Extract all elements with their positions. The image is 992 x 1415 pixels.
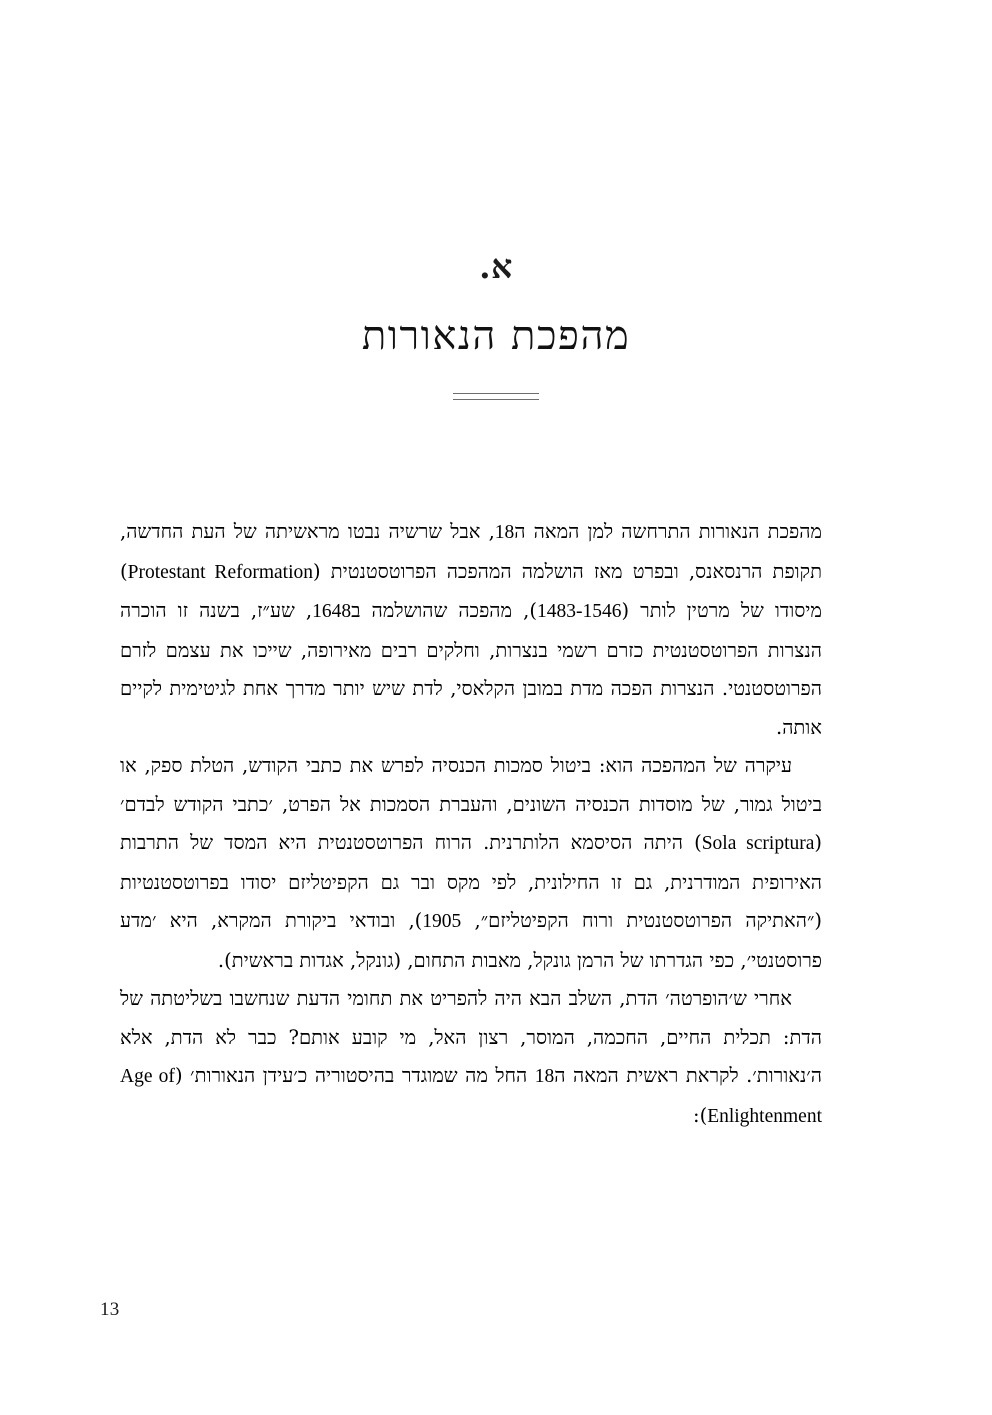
paragraph: אחרי ש׳הופרטה׳ הדת, השלב הבא היה להפריט את תחומי הדעת שנחשבו בשליטתה של הדת: תכלית החיים, החכמה, המוסר, רצון האל, מי קובע אותם? כבר לא הדת, אלא ה׳נאורות׳. לקראת ראשית המאה ה18 החל מה שמוגדר בהיסטוריה כ׳עידן הנאורות׳ (Age of Enlightenment): (120, 987, 823, 1127)
page-title: מהפכת הנאורות (361, 313, 631, 359)
page-number: 13 (100, 1299, 120, 1320)
paragraph: מהפכת הנאורות התרחשה למן המאה ה18, אבל שרשיה נבטו מראשיתה של העת החדשה, תקופת הרנסאנס, ובפרט מאז הושלמה המהפכה הפרוטסטנטית (Protestant Reformation) מיסודו של מרטין לותר (1483-1546), מהפכה שהושלמה ב1648, שע״ז, בשנה זו הוכרה הנצרות הפרוטסטנטית כזרם רשמי בנצרות, וחלקים רבים מאירופה, שייכו את עצמם לזרם הפרוטסטנטי. הנצרות הפכה מדת במובן הקלאסי, לדת שיש יותר מדרך אחת לגיטימית לקיים אותה. (120, 520, 822, 739)
title-divider (453, 393, 539, 400)
divider-line-bottom (453, 399, 539, 400)
paragraph: עיקרה של המהפכה הוא: ביטול סמכות הכנסיה לפרש את כתבי הקודש, הטלת ספק, או ביטול גמור, של מוסדות הכנסיה השונים, והעברת הסמכות אל הפרט, ׳כתבי הקודש לבדם׳ (Sola scriptura) היתה הסיסמא הלותרנית. הרוח הפרוטסטנטית היא המסד של התרבות האירופית המודרנית, גם זו החילונית, לפי מקס ובר גם הקפיטליזם יסודו בפרוטסטנטיות (״האתיקה הפרוטסטנטית ורוח הקפיטליזם״, 1905), ובודאי ביקורת המקרא, היא ׳מדע פרוסטנטי׳, כפי הגדרתו של הרמן גונקל, מאבות התחום, (גונקל, אגדות בראשית). (120, 754, 823, 972)
chapter-heading (0, 247, 992, 400)
body-text (120, 513, 822, 1136)
divider-line-top (453, 393, 539, 394)
chapter-number: א. (479, 247, 513, 286)
